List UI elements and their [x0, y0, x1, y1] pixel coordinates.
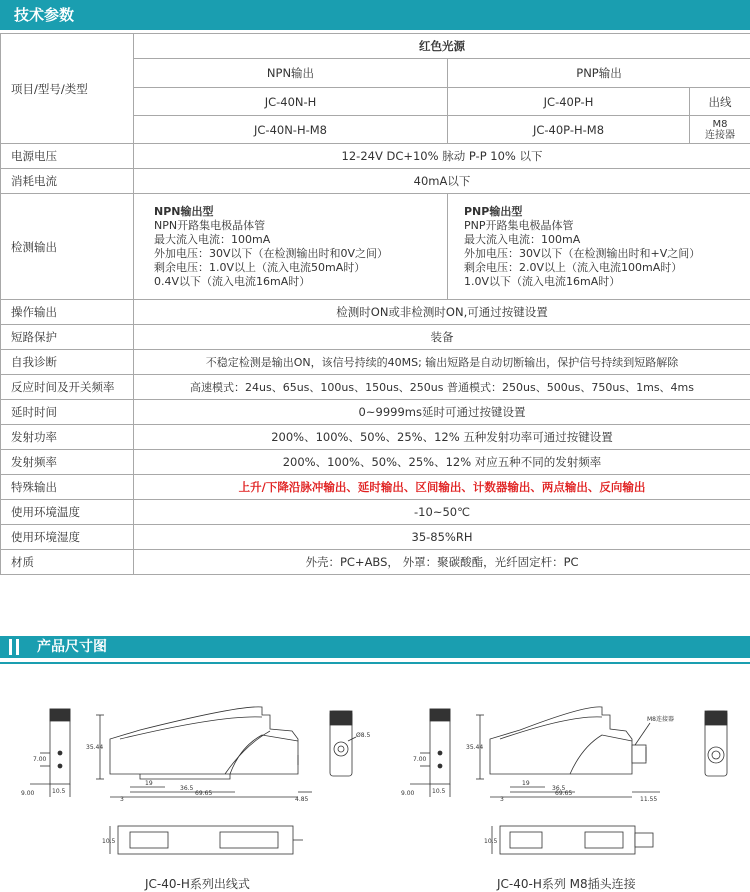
row-value: 装备: [134, 325, 750, 350]
bottom-view: [118, 826, 293, 854]
bottom-view: [500, 826, 635, 854]
dim-label: 7.00: [413, 756, 427, 763]
dim-label: 10.5: [102, 838, 116, 845]
pnp-label: PNP输出: [448, 59, 750, 88]
row-value: 200%、100%、50%、25%、12% 对应五种不同的发射频率: [134, 450, 750, 475]
dim-label: 10.5: [52, 788, 66, 795]
row-label: 反应时间及开关频率: [1, 375, 134, 400]
dimensions-title: 产品尺寸图: [37, 636, 107, 658]
dim-label: 9.00: [401, 790, 415, 797]
pnp-model-2: JC-40P-H-M8: [448, 116, 690, 144]
row-label: 使用环境湿度: [1, 525, 134, 550]
dim-label: 4.85: [295, 796, 309, 803]
dim-label: 3: [500, 796, 504, 803]
pnp-detect-detail: PNP输出型 PNP开路集电极晶体管 最大流入电流：100mA 外加电压：30V以下（在检测输出时和+V之间） 剩余电压：2.0V以上（流入电流100mA时） 1.0V以下（流入电流16mA时）: [448, 194, 750, 300]
dim-label: 19: [522, 780, 530, 787]
row-label: 短路保护: [1, 325, 134, 350]
row-value: 不稳定检测是输出ON，该信号持续的40MS; 输出短路是自动切断输出，保护信号持续到短路解除: [134, 350, 750, 375]
banner-bar: [9, 639, 12, 655]
dim-label: 19: [145, 780, 153, 787]
row-label: 材质: [1, 550, 134, 575]
dim-label: 11.55: [640, 796, 657, 803]
row-label: 发射功率: [1, 425, 134, 450]
row-label: 延时时间: [1, 400, 134, 425]
row-value: 35-85%RH: [134, 525, 750, 550]
row-value: 200%、100%、50%、25%、12% 五种发射功率可通过按键设置: [134, 425, 750, 450]
pnp-model-1: JC-40P-H: [448, 88, 690, 116]
row-value-special: 上升/下降沿脉冲输出、延时输出、区间输出、计数器输出、两点输出、反向输出: [134, 475, 750, 500]
tech-params-banner: [0, 0, 750, 30]
side-view: [110, 707, 298, 774]
row-value: 12-24V DC+10% 脉动 P-P 10% 以下: [134, 144, 750, 169]
dim-label: 35.44: [466, 744, 483, 751]
npn-model-1: JC-40N-H: [134, 88, 448, 116]
row-label: 特殊输出: [1, 475, 134, 500]
banner-underline: [0, 662, 750, 664]
dim-label: 7.00: [33, 756, 47, 763]
banner-bar: [16, 639, 19, 655]
dim-label: 36.5: [180, 785, 194, 792]
npn-label: NPN输出: [134, 59, 448, 88]
dim-label: 9.00: [21, 790, 35, 797]
row-value: 0~9999ms延时可通过按键设置: [134, 400, 750, 425]
dim-label: 36.5: [552, 785, 566, 792]
row-value: -10~50℃: [134, 500, 750, 525]
dim-label: 3: [120, 796, 124, 803]
dim-label: 35.44: [86, 744, 103, 751]
row-label: 电源电压: [1, 144, 134, 169]
caption-left: JC-40-H系列出线式: [145, 875, 250, 892]
side-view: [490, 707, 632, 774]
dim-label: 10.5: [484, 838, 498, 845]
row-label: 消耗电流: [1, 169, 134, 194]
tech-params-title: 技术参数: [14, 0, 74, 30]
dim-label: 10.5: [432, 788, 446, 795]
dim-label: M8连接器: [647, 715, 674, 723]
row-label: 操作输出: [1, 300, 134, 325]
dim-label: 69.65: [555, 790, 572, 797]
dimension-drawing: [0, 675, 750, 889]
row-label: 自我诊断: [1, 350, 134, 375]
row-label: 检测输出: [1, 194, 134, 300]
dim-label: Ø8.5: [356, 732, 370, 739]
header-label: 项目/型号/类型: [1, 34, 134, 144]
connection-1: 出线: [690, 88, 750, 116]
row-value: 外壳：PC+ABS， 外罩：聚碳酸酯，光纤固定杆：PC: [134, 550, 750, 575]
dimensions-banner: [0, 636, 750, 658]
row-label: 使用环境温度: [1, 500, 134, 525]
caption-right: JC-40-H系列 M8插头连接: [497, 875, 636, 892]
light-source: 红色光源: [134, 34, 750, 59]
npn-detect-detail: NPN输出型 NPN开路集电极晶体管 最大流入电流：100mA 外加电压：30V以下（在检测输出时和0V之间） 剩余电压：1.0V以上（流入电流50mA时） 0.4V以下（流入电流16mA时）: [134, 194, 448, 300]
row-value: 检测时ON或非检测时ON,可通过按键设置: [134, 300, 750, 325]
connection-2: M8 连接器: [690, 116, 750, 144]
row-label: 发射频率: [1, 450, 134, 475]
row-value: 40mA以下: [134, 169, 750, 194]
row-value: 高速模式：24us、65us、100us、150us、250us 普通模式：250us、500us、750us、1ms、4ms: [134, 375, 750, 400]
spec-table: [0, 33, 750, 575]
dim-label: 69.65: [195, 790, 212, 797]
npn-model-2: JC-40N-H-M8: [134, 116, 448, 144]
